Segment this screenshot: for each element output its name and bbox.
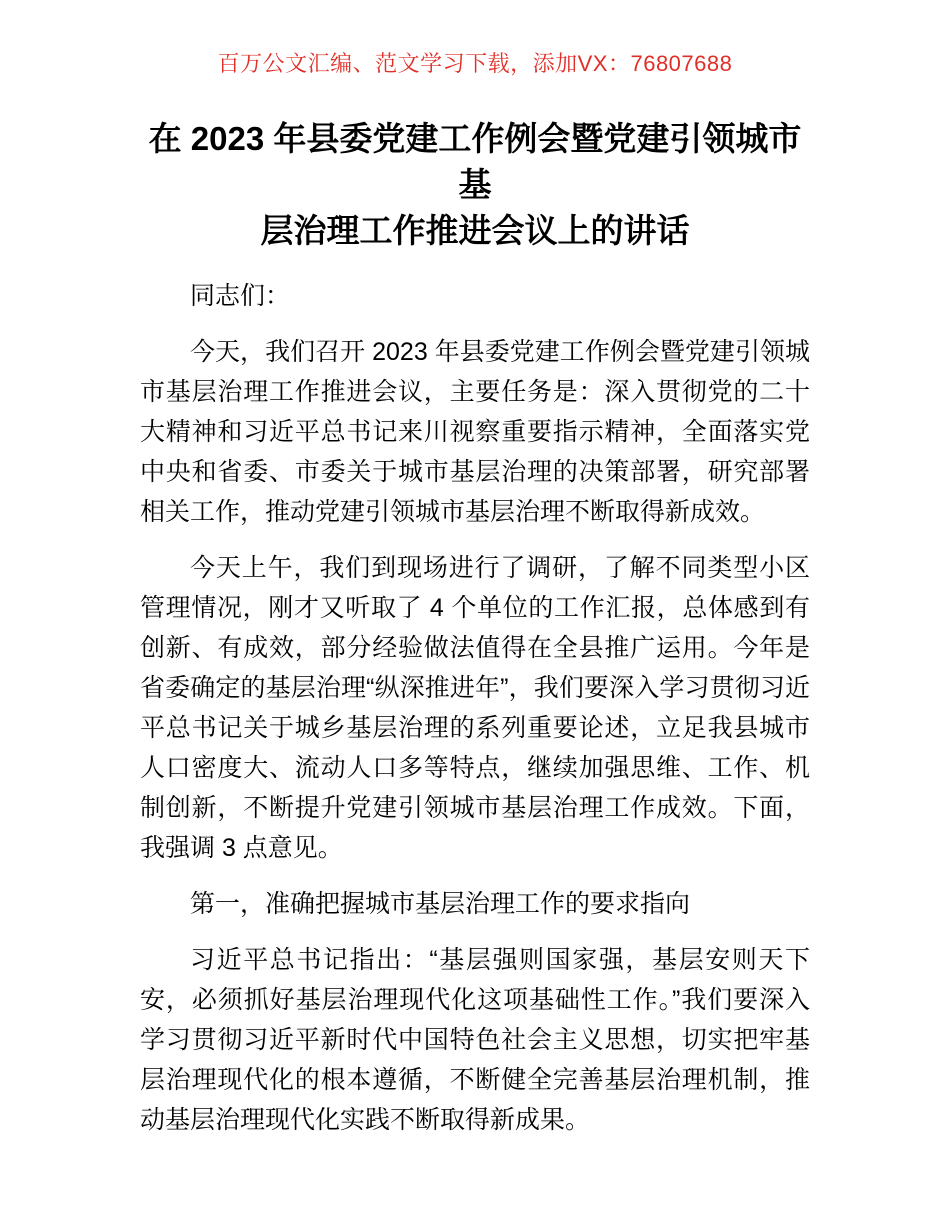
salutation: 同志们： <box>190 282 291 310</box>
document-title-line2: 层治理工作推进会议上的讲话 <box>260 212 690 249</box>
section-heading-first-point: 第一，准确把握城市基层治理工作的要求指向 <box>190 890 691 918</box>
paragraph-morning-research: 今天上午，我们到现场进行了调研，了解不同类型小区管理情况，刚才又听取了 4 个单位的工作汇报，总体感到有创新、有成效，部分经验做法值得在全县推广运用。今年是省委确定的基层治理“纵深推进年”，我们要深入学习贯彻习近平总书记关于城乡基层治理的系列重要论述，立足我县城市人口密度大、流动人口多等特点，继续加强思维、工作、机制创新，不断提升党建引领城市基层治理工作成效。下面，我强调 3 点意见。 <box>140 554 810 862</box>
document-title-line1: 在 2023 年县委党建工作例会暨党建引领城市基 <box>148 120 802 203</box>
paragraph-meeting-tasks: 今天，我们召开 2023 年县委党建工作例会暨党建引领城市基层治理工作推进会议，主要任务是：深入贯彻党的二十大精神和习近平总书记来川视察重要指示精神，全面落实党中央和省委、市委关于城市基层治理的决策部署，研究部署相关工作，推动党建引领城市基层治理不断取得新成效。 <box>140 338 810 526</box>
document-title <box>140 116 810 254</box>
paragraph-quote-grassroots: 习近平总书记指出：“基层强则国家强，基层安则天下安，必须抓好基层治理现代化这项基础性工作。”我们要深入学习贯彻习近平新时代中国特色社会主义思想，切实把牢基层治理现代化的根本遵循，不断健全完善基层治理机制，推动基层治理现代化实践不断取得新成果。 <box>140 946 810 1134</box>
promo-banner: 百万公文汇编、范文学习下载，添加VX：76807688 <box>217 51 733 76</box>
